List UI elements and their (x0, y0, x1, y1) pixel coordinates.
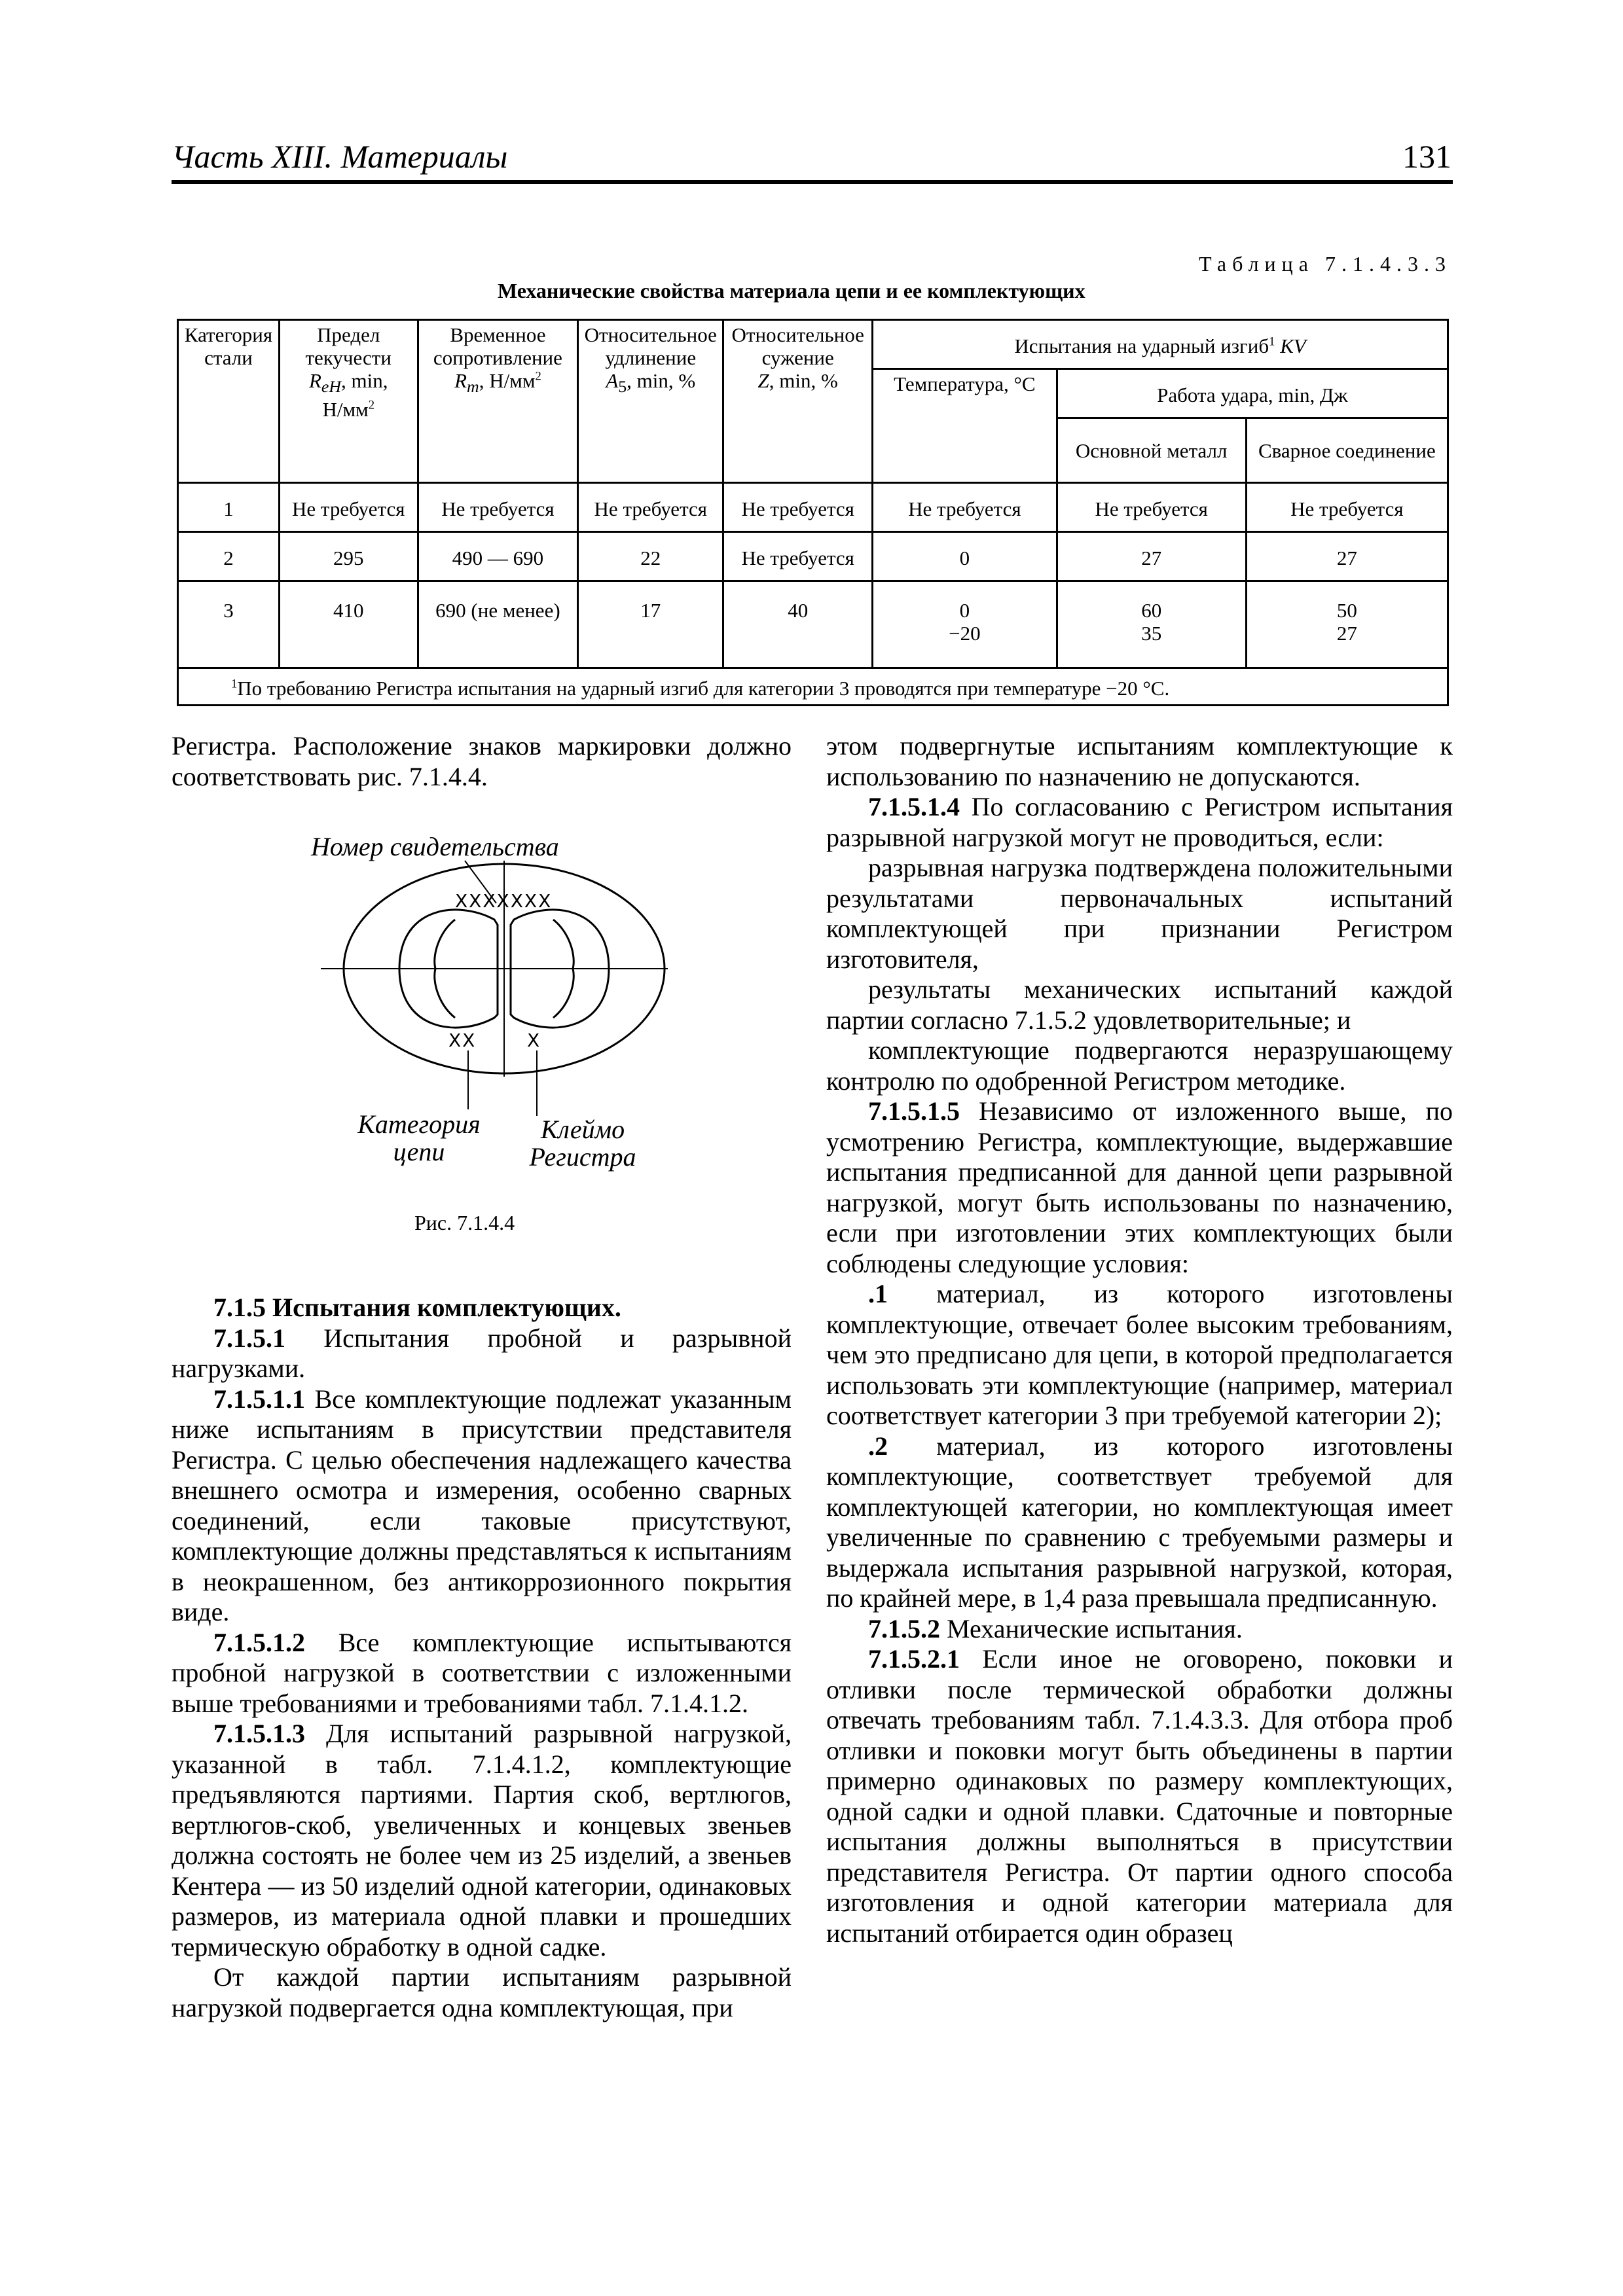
header-weld: Сварное соединение (1246, 418, 1448, 483)
table-title: Механические свойства материала цепи и ее комплектующих (498, 279, 1085, 302)
figure-chain-marking (301, 828, 668, 1208)
condition-item: результаты механических испытаний каждой партии согласно 7.1.5.2 удовлетворительные; и (826, 975, 1453, 1035)
header-elongation: Относительное удлинение $A_5$, min, % (578, 320, 723, 483)
paragraph: 7.1.5.1.4 По согласованию с Регистром испытания разрывной нагрузкой могут не проводиться, если: (826, 792, 1453, 852)
section-heading: 7.1.5 Испытания комплектующих. (213, 1293, 621, 1322)
table-row: 1 Не требуется Не требуется Не требуется Не требуется Не требуется Не требуется Не требуется (178, 483, 1448, 532)
table-row: 2 295 490 — 690 22 Не требуется 0 27 27 (178, 532, 1448, 581)
header-tensile: Временное сопротивление $R_m$, $Н/мм^2$ (418, 320, 578, 483)
paragraph: Регистра. Расположение знаков маркировки должно соответствовать рис. 7.1.4.4. (172, 731, 792, 791)
mechanical-properties-table (177, 319, 1449, 706)
header-base-metal: Основной металл (1057, 418, 1246, 483)
condition-item: комплектующие подвергаются неразрушающему контролю по одобренной Регистром методике. (826, 1035, 1453, 1096)
header-rule (172, 180, 1453, 184)
label-certificate-number: Номер свидетельства (311, 832, 559, 861)
header-impact: Испытания на ударный изгиб$^1$ KV (873, 320, 1448, 369)
left-column-continued (172, 1293, 792, 2023)
paragraph: 7.1.5.1.2 Все комплектующие испытываются пробной нагрузкой в соответствии с изложенными выше требованиями и требованиями табл. 7.1.4.1.2. (172, 1627, 792, 1718)
paragraph: 7.1.5.1.3 Для испытаний разрывной нагрузкой, указанной в табл. 7.1.4.1.2, комплектующие предъявляются партиями. Партия скоб, вертлюгов, вертлюгов-скоб, увеличенных и концевых звеньев должна состоять не более чем из 25 изделий, а звеньев Кентера — из 50 изделий одной категории, одинаковых размеров, из материала одной плавки и прошедших термическую обработку в одной садке. (172, 1719, 792, 1962)
header-temperature: Температура, °С (873, 369, 1057, 483)
table-row: 3 410 690 (не менее) 17 40 0 −20 60 35 50 27 (178, 581, 1448, 668)
paragraph: 7.1.5.1.1 Все комплектующие подлежат указанным ниже испытаниям в присутствии представителя Регистра. С целью обеспечения надлежащего качества внешнего осмотра и измерения, особенно сварных соединений, если таковые присутствуют, комплектующие должны представляться к испытаниям в неокрашенном, без антикоррозионного покрытия виде. (172, 1384, 792, 1626)
paragraph: От каждой партии испытаниям разрывной нагрузкой подвергается одна комплектующая, при (172, 1962, 792, 2022)
list-item: .2 материал, из которого изготовлены комплектующие, соответствует требуемой для комплектующей категории, но комплектующая имеет увеличенные по сравнению с требуемыми размеры и выдержала испытания разрывной нагрузкой, которая, по крайней мере, в 1,4 раза превышала предписанную. (826, 1431, 1453, 1613)
right-column (826, 731, 1453, 1948)
table-footnote: $^1$По требованию Регистра испытания на ударный изгиб для категории 3 проводятся при температуре −20 °С. (178, 668, 1448, 706)
figure-caption: Рис. 7.1.4.4 (414, 1211, 515, 1234)
header-reduction: Относительное сужение Z, min, % (723, 320, 873, 483)
paragraph: 7.1.5.2 Механические испытания. (868, 1613, 1243, 1643)
header-yield: Предел текучести $R_{eH}$, min, $Н/мм^2$ (279, 320, 418, 483)
marks-category: XX (448, 1030, 477, 1051)
header-category: Категория стали (178, 320, 280, 483)
left-column (172, 731, 792, 792)
condition-item: разрывная нагрузка подтверждена положительными результатами первоначальных испытаний комплектующей при признании Регистром изготовителя, (826, 853, 1453, 974)
label-register-stamp: Клеймо Регистра (529, 1115, 636, 1172)
header-work: Работа удара, min, Дж (1057, 369, 1448, 418)
paragraph: этом подвергнутые испытаниям комплектующие к использованию по назначению не допускаются. (826, 731, 1453, 791)
running-header-title: Часть XIII. Материалы (172, 138, 508, 175)
paragraph: 7.1.5.1.5 Независимо от изложенного выше, по усмотрению Регистра, комплектующие, выдержавшие испытания предписанной для данной цепи разрывной нагрузкой, могут быть использованы по назначению, если при изготовлении этих комплектующих были соблюдены следующие условия: (826, 1096, 1453, 1278)
label-chain-category: Категория цепи (357, 1109, 481, 1166)
list-item: .1 материал, из которого изготовлены комплектующие, отвечает более высоким требованиям, чем это предписано для цепи, в которой предполагается использовать эти комплектующие (например, материал соответствует категории 3 при требуемой категории 2); (826, 1279, 1453, 1430)
page-number: 131 (1402, 138, 1451, 175)
marks-certificate: XXXXXXX (455, 890, 553, 912)
table-number: Таблица 7.1.4.3.3 (1199, 252, 1451, 276)
paragraph: 7.1.5.1 Испытания пробной и разрывной нагрузками. (172, 1323, 792, 1383)
paragraph: 7.1.5.2.1 Если иное не оговорено, поковки и отливки после термической обработки должны отвечать требованиям табл. 7.1.4.3.3. Для отбора проб отливки и поковки могут быть объединены в партии примерно одинаковых по размеру комплектующих, одной садки и одной плавки. Сдаточные и повторные испытания должны выполняться в присутствии представителя Регистра. От партии одного способа изготовления и одной категории материала для испытаний отбирается один образец (826, 1644, 1453, 1948)
marks-stamp: X (527, 1030, 540, 1051)
